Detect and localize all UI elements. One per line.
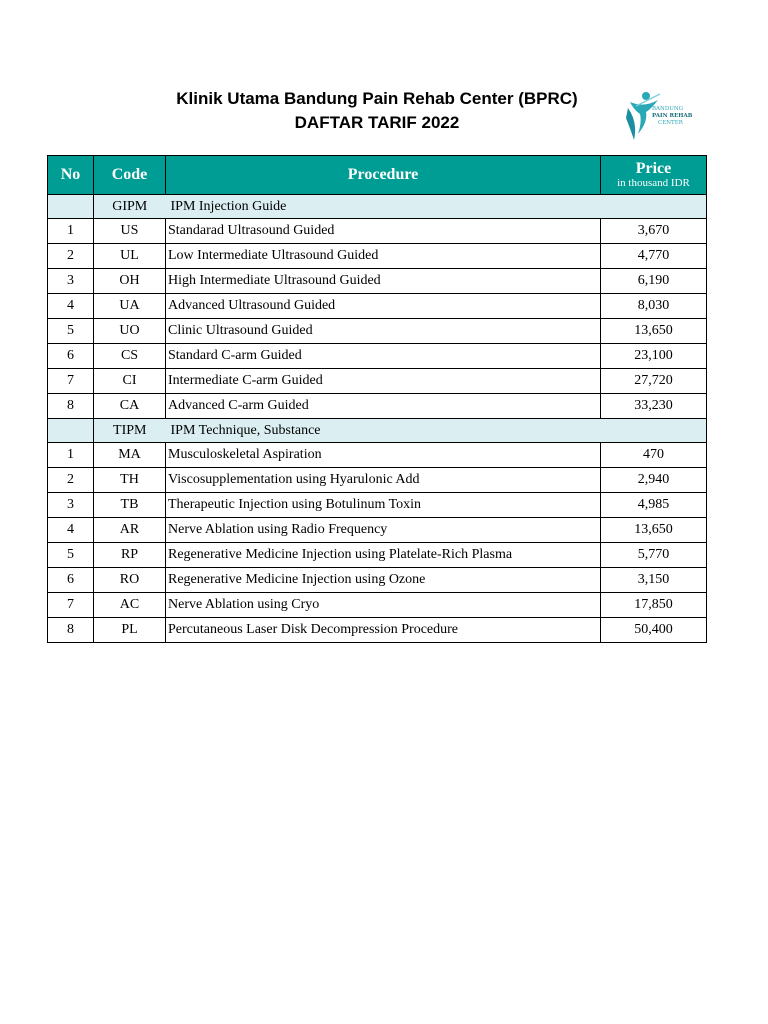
row-procedure: Nerve Ablation using Radio Frequency	[166, 518, 601, 543]
clinic-name: Klinik Utama Bandung Pain Rehab Center (BPRC)	[176, 89, 578, 108]
row-code: UO	[94, 319, 166, 344]
table-row	[48, 443, 707, 468]
group-name: IPM Injection Guide	[166, 195, 707, 219]
table-row	[48, 493, 707, 518]
price-unit-label: in thousand IDR	[617, 177, 690, 189]
row-procedure: Standard C-arm Guided	[166, 344, 601, 369]
row-price: 5,770	[601, 543, 707, 568]
row-procedure: Musculoskeletal Aspiration	[166, 443, 601, 468]
row-price: 33,230	[601, 394, 707, 419]
row-code: UA	[94, 294, 166, 319]
row-price: 2,940	[601, 468, 707, 493]
table-row	[48, 344, 707, 369]
row-procedure: Standarad Ultrasound Guided	[166, 219, 601, 244]
group-row	[48, 419, 707, 443]
group-spacer	[48, 419, 94, 443]
table-row	[48, 319, 707, 344]
row-number: 8	[48, 394, 94, 419]
table-row	[48, 244, 707, 269]
row-code: RO	[94, 568, 166, 593]
row-procedure: Intermediate C-arm Guided	[166, 369, 601, 394]
row-price: 17,850	[601, 593, 707, 618]
row-number: 2	[48, 468, 94, 493]
table-row	[48, 518, 707, 543]
row-procedure: Advanced Ultrasound Guided	[166, 294, 601, 319]
table-row	[48, 394, 707, 419]
table-header-row	[48, 156, 707, 195]
row-code: TB	[94, 493, 166, 518]
tariff-table	[47, 155, 707, 643]
group-code: GIPM	[94, 195, 166, 219]
tariff-title: DAFTAR TARIF 2022	[294, 113, 460, 132]
row-procedure: Clinic Ultrasound Guided	[166, 319, 601, 344]
row-price: 6,190	[601, 269, 707, 294]
row-price: 3,670	[601, 219, 707, 244]
row-number: 7	[48, 593, 94, 618]
group-code: TIPM	[94, 419, 166, 443]
col-procedure-header: Procedure	[166, 156, 601, 195]
row-number: 3	[48, 493, 94, 518]
row-price: 4,985	[601, 493, 707, 518]
table-row	[48, 593, 707, 618]
row-procedure: Therapeutic Injection using Botulinum Toxin	[166, 493, 601, 518]
table-row	[48, 269, 707, 294]
logo-text-3: CENTER	[658, 120, 683, 126]
row-price: 13,650	[601, 319, 707, 344]
row-number: 5	[48, 543, 94, 568]
logo-text-2: PAIN REHAB	[652, 113, 693, 119]
row-code: UL	[94, 244, 166, 269]
row-price: 23,100	[601, 344, 707, 369]
row-code: TH	[94, 468, 166, 493]
clinic-logo-icon	[624, 88, 700, 146]
row-procedure: Viscosupplementation using Hyarulonic Add	[166, 468, 601, 493]
row-code: CS	[94, 344, 166, 369]
row-number: 4	[48, 294, 94, 319]
row-procedure: Nerve Ablation using Cryo	[166, 593, 601, 618]
row-number: 8	[48, 618, 94, 643]
logo-text-1: BANDUNG	[652, 106, 684, 112]
row-price: 8,030	[601, 294, 707, 319]
row-number: 4	[48, 518, 94, 543]
row-price: 4,770	[601, 244, 707, 269]
row-number: 7	[48, 369, 94, 394]
row-procedure: Regenerative Medicine Injection using Platelate-Rich Plasma	[166, 543, 601, 568]
row-procedure: Regenerative Medicine Injection using Ozone	[166, 568, 601, 593]
row-number: 6	[48, 568, 94, 593]
row-procedure: Percutaneous Laser Disk Decompression Procedure	[166, 618, 601, 643]
row-procedure: Low Intermediate Ultrasound Guided	[166, 244, 601, 269]
table-row	[48, 568, 707, 593]
row-number: 6	[48, 344, 94, 369]
table-row	[48, 468, 707, 493]
col-price-header	[601, 156, 707, 195]
row-price: 50,400	[601, 618, 707, 643]
row-number: 1	[48, 443, 94, 468]
row-price: 13,650	[601, 518, 707, 543]
row-code: US	[94, 219, 166, 244]
row-code: AC	[94, 593, 166, 618]
row-price: 27,720	[601, 369, 707, 394]
col-no-header: No	[48, 156, 94, 195]
row-number: 1	[48, 219, 94, 244]
row-code: RP	[94, 543, 166, 568]
row-code: MA	[94, 443, 166, 468]
table-row	[48, 294, 707, 319]
row-procedure: High Intermediate Ultrasound Guided	[166, 269, 601, 294]
price-label: Price	[635, 160, 672, 177]
table-body	[48, 195, 707, 643]
table-row	[48, 219, 707, 244]
row-code: CI	[94, 369, 166, 394]
row-number: 3	[48, 269, 94, 294]
row-code: OH	[94, 269, 166, 294]
group-row	[48, 195, 707, 219]
table-row	[48, 369, 707, 394]
col-code-header: Code	[94, 156, 166, 195]
row-code: AR	[94, 518, 166, 543]
clinic-logo	[624, 88, 700, 146]
group-name: IPM Technique, Substance	[166, 419, 707, 443]
row-number: 5	[48, 319, 94, 344]
row-price: 3,150	[601, 568, 707, 593]
row-price: 470	[601, 443, 707, 468]
row-code: PL	[94, 618, 166, 643]
table-row	[48, 618, 707, 643]
row-number: 2	[48, 244, 94, 269]
table-row	[48, 543, 707, 568]
group-spacer	[48, 195, 94, 219]
row-procedure: Advanced C-arm Guided	[166, 394, 601, 419]
row-code: CA	[94, 394, 166, 419]
